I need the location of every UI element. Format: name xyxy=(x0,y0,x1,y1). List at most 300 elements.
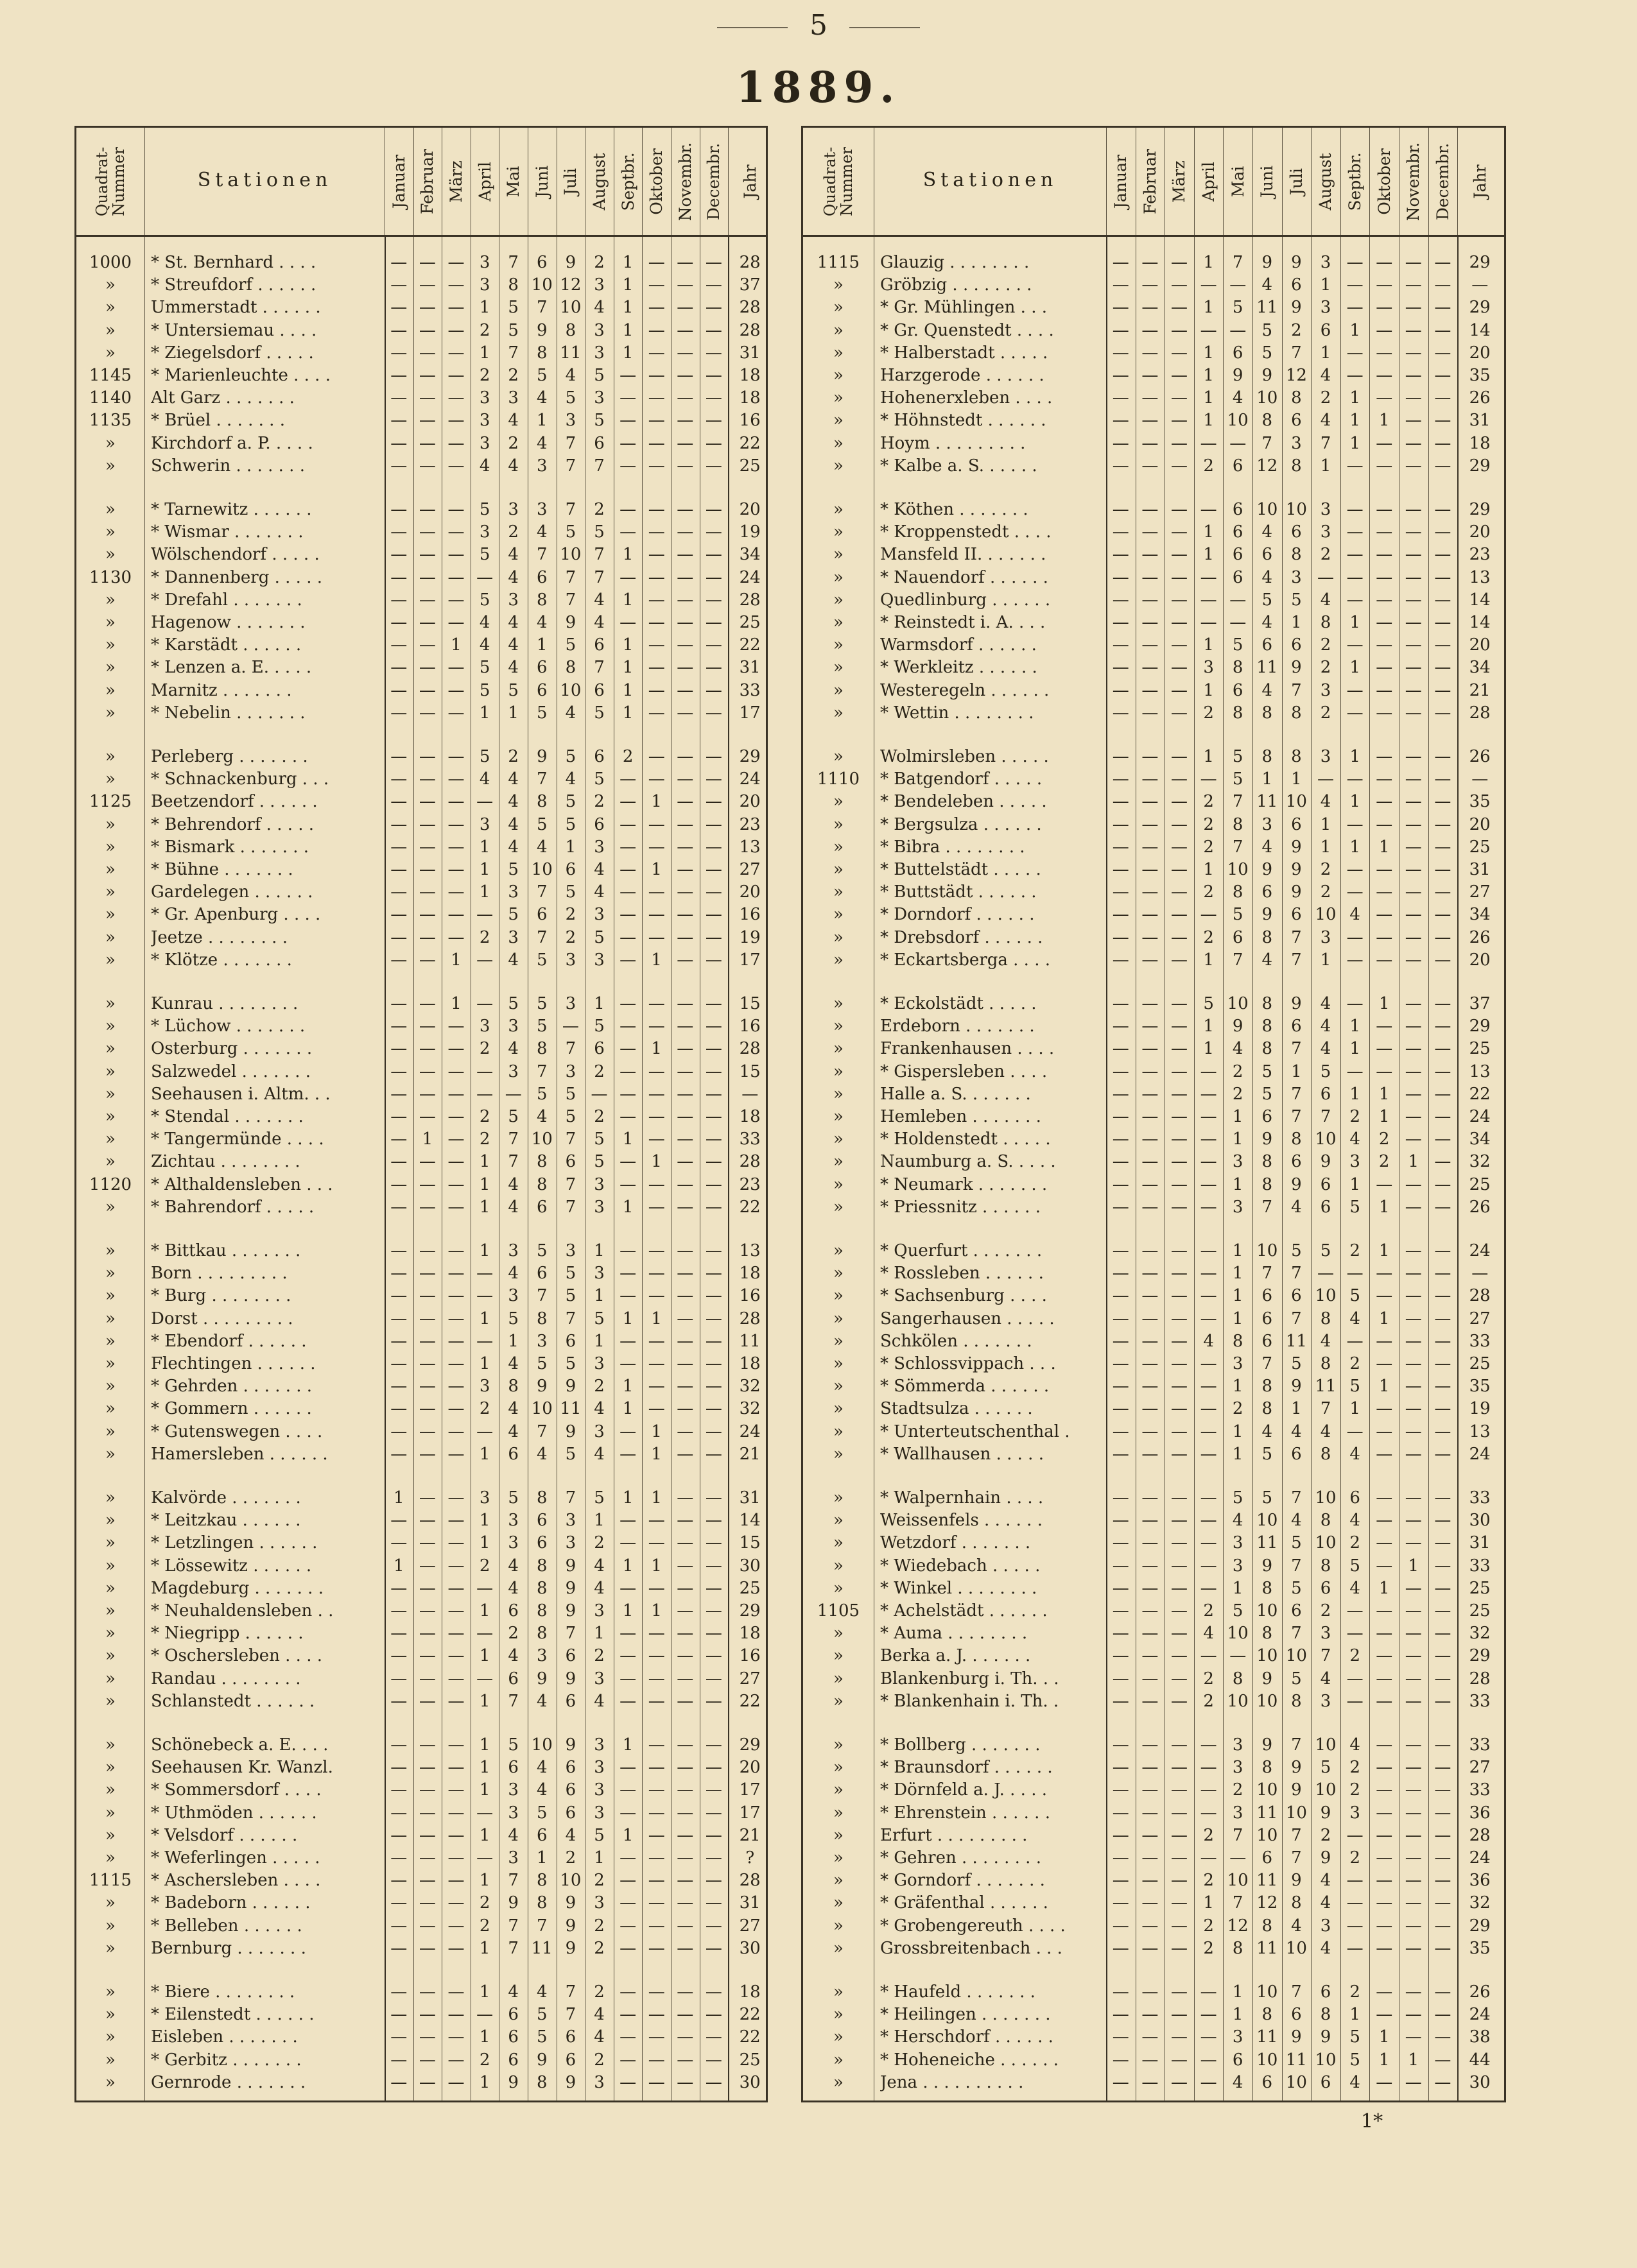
month-value: — xyxy=(1434,1556,1451,1576)
station-name: * Gorndorf . . . . . . . xyxy=(880,1871,1045,1891)
month-value: — xyxy=(677,1331,694,1351)
month-value: 2 xyxy=(1320,658,1331,678)
month-value: 1 xyxy=(479,1938,490,1958)
year-total: 30 xyxy=(1469,1511,1491,1531)
month-value: — xyxy=(1170,703,1188,723)
quadrat-number: » xyxy=(833,994,844,1013)
month-value: 1 xyxy=(1232,1422,1243,1441)
month-value: 9 xyxy=(565,1377,576,1396)
table-row xyxy=(803,410,1504,431)
month-value: 5 xyxy=(508,298,519,318)
month-value: — xyxy=(1405,1174,1422,1194)
month-value: 2 xyxy=(594,500,605,519)
year-total: 18 xyxy=(739,1982,761,2002)
month-value: — xyxy=(390,343,408,363)
month-value: — xyxy=(447,2050,465,2070)
year-total: 36 xyxy=(1469,1871,1491,1891)
quadrat-number: » xyxy=(105,343,116,363)
month-value: — xyxy=(1141,1061,1159,1081)
table-header xyxy=(76,128,766,237)
quadrat-number: » xyxy=(105,2072,116,2092)
month-value: 1 xyxy=(479,1511,490,1531)
month-value: 8 xyxy=(1291,1893,1302,1913)
month-value: — xyxy=(705,792,722,812)
month-value: — xyxy=(1112,1422,1129,1441)
month-value: 6 xyxy=(565,2050,576,2070)
station-name: * St. Bernhard . . . . xyxy=(151,253,316,272)
month-value: — xyxy=(1346,769,1364,789)
year-total: 19 xyxy=(1469,1399,1491,1419)
month-value: 1 xyxy=(1203,522,1214,542)
month-value: — xyxy=(1170,1735,1188,1755)
year-total: 33 xyxy=(1469,1780,1491,1800)
month-value: — xyxy=(1200,2005,1217,2025)
month-value: — xyxy=(1434,1377,1451,1396)
month-value: 5 xyxy=(565,1286,576,1306)
station-name: * Grobengereuth . . . . xyxy=(880,1916,1066,1936)
month-value: — xyxy=(1200,769,1217,789)
station-name: * Braunsdorf . . . . . . xyxy=(880,1758,1053,1778)
month-value: — xyxy=(1346,882,1364,902)
month-value: 3 xyxy=(479,522,490,542)
year-total: 16 xyxy=(739,905,761,925)
header-month xyxy=(1369,128,1399,235)
month-value: — xyxy=(1376,1803,1393,1823)
month-value: — xyxy=(648,1758,665,1778)
month-value: 7 xyxy=(1291,1264,1302,1284)
month-value: 6 xyxy=(1291,2005,1302,2025)
month-value: 3 xyxy=(594,343,605,363)
header-month-label: Novembr. xyxy=(1404,142,1423,221)
month-value: — xyxy=(1141,1377,1159,1396)
month-value: 9 xyxy=(537,1669,548,1688)
month-value: 6 xyxy=(1320,2072,1331,2092)
month-value: — xyxy=(1434,590,1451,610)
month-value: 5 xyxy=(1291,1669,1302,1688)
month-value: 1 xyxy=(1232,1982,1243,2002)
month-value: — xyxy=(1170,1264,1188,1284)
month-value: 5 xyxy=(1232,1601,1243,1620)
month-value: — xyxy=(1376,1982,1393,2002)
month-value: 2 xyxy=(594,1533,605,1553)
month-value: 8 xyxy=(1232,814,1243,834)
station-name: * Behrendorf . . . . . xyxy=(151,814,315,834)
month-value: 4 xyxy=(508,1646,519,1666)
month-value: — xyxy=(1346,253,1364,272)
month-value: — xyxy=(447,1982,465,2002)
month-value: 2 xyxy=(479,1039,490,1059)
month-value: — xyxy=(390,747,408,766)
table-row xyxy=(803,950,1504,971)
month-value: 4 xyxy=(594,1578,605,1598)
month-value: — xyxy=(648,253,665,272)
year-total: 26 xyxy=(1469,388,1491,408)
month-value: — xyxy=(1200,1444,1217,1464)
month-value: 6 xyxy=(537,1825,548,1845)
table-header xyxy=(803,128,1504,237)
header-month-label: Septbr. xyxy=(1346,151,1365,211)
quadrat-number: 1125 xyxy=(89,792,132,812)
month-value: 5 xyxy=(1349,1197,1360,1217)
month-value: 4 xyxy=(537,1691,548,1711)
month-value: — xyxy=(1346,298,1364,318)
month-value: 1 xyxy=(622,1825,634,1845)
month-value: — xyxy=(1112,1624,1129,1644)
month-value: 1 xyxy=(451,635,462,655)
month-value: — xyxy=(1170,1669,1188,1688)
month-value: 2 xyxy=(1203,814,1214,834)
month-value: — xyxy=(1141,1174,1159,1194)
quadrat-number: » xyxy=(105,1444,116,1464)
month-value: 7 xyxy=(1232,253,1243,272)
table-row xyxy=(803,1601,1504,1622)
table-row xyxy=(76,1938,766,1959)
month-value: 1 xyxy=(1203,411,1214,431)
header-month-label: März xyxy=(1170,160,1189,203)
month-value: 2 xyxy=(1203,837,1214,857)
month-value: — xyxy=(1200,1578,1217,1598)
month-value: — xyxy=(1112,1377,1129,1396)
month-value: 8 xyxy=(1232,1938,1243,1958)
month-value: 8 xyxy=(1261,1916,1273,1936)
month-value: — xyxy=(619,1444,637,1464)
station-name: * Tangermünde . . . . xyxy=(151,1130,324,1149)
month-value: 9 xyxy=(565,1601,576,1620)
table-row xyxy=(76,320,766,341)
month-value: — xyxy=(1405,747,1422,766)
table-row xyxy=(803,703,1504,724)
month-value: — xyxy=(1141,814,1159,834)
month-value: — xyxy=(1170,1758,1188,1778)
month-value: — xyxy=(1376,882,1393,902)
month-value: 3 xyxy=(594,275,605,295)
month-value: 3 xyxy=(594,1735,605,1755)
month-value: — xyxy=(1141,1871,1159,1891)
quadrat-number: » xyxy=(105,456,116,476)
month-value: — xyxy=(1200,1399,1217,1419)
month-value: — xyxy=(447,792,465,812)
month-value: — xyxy=(447,1399,465,1419)
month-value: 1 xyxy=(594,1848,605,1868)
quadrat-number: 1105 xyxy=(817,1601,860,1620)
month-value: — xyxy=(1170,994,1188,1013)
month-value: — xyxy=(1346,275,1364,295)
month-value: — xyxy=(677,1916,694,1936)
month-value: 10 xyxy=(1256,2050,1278,2070)
month-value: 1 xyxy=(1232,1130,1243,1149)
year-total: 19 xyxy=(739,522,761,542)
month-value: — xyxy=(1376,814,1393,834)
quadrat-number: 1135 xyxy=(89,411,132,431)
month-value: — xyxy=(648,298,665,318)
month-value: — xyxy=(1112,769,1129,789)
month-value: 1 xyxy=(622,275,634,295)
year-total: 20 xyxy=(739,882,761,902)
month-value: — xyxy=(705,545,722,565)
table-body xyxy=(76,237,766,2100)
month-value: 5 xyxy=(594,1130,605,1149)
month-value: — xyxy=(677,1556,694,1576)
month-value: 1 xyxy=(622,635,634,655)
month-value: 4 xyxy=(508,837,519,857)
month-value: — xyxy=(476,1624,494,1644)
month-value: — xyxy=(447,1758,465,1778)
month-value: 3 xyxy=(479,814,490,834)
month-value: — xyxy=(1200,2050,1217,2070)
month-value: 7 xyxy=(1291,343,1302,363)
month-value: 3 xyxy=(1349,1803,1360,1823)
month-value: — xyxy=(447,1488,465,1508)
month-value: 9 xyxy=(1291,298,1302,318)
month-value: 1 xyxy=(594,994,605,1013)
month-value: 5 xyxy=(1261,1084,1273,1104)
month-value: — xyxy=(1434,1084,1451,1104)
month-value: 10 xyxy=(1227,994,1249,1013)
station-name: Ummerstadt . . . . . . xyxy=(151,298,321,318)
year-total: 33 xyxy=(1469,1488,1491,1508)
month-value: — xyxy=(648,1174,665,1194)
month-value: — xyxy=(419,658,436,678)
month-value: 2 xyxy=(479,2050,490,2070)
month-value: — xyxy=(1170,2005,1188,2025)
quadrat-number: » xyxy=(105,769,116,789)
month-value: 1 xyxy=(508,1331,519,1351)
month-value: — xyxy=(1376,1061,1393,1081)
month-value: — xyxy=(619,882,637,902)
month-value: — xyxy=(1112,1152,1129,1172)
month-value: 6 xyxy=(565,860,576,879)
month-value: — xyxy=(1376,366,1393,385)
quadrat-number: » xyxy=(105,1938,116,1958)
month-value: 3 xyxy=(565,1533,576,1553)
month-value: — xyxy=(419,994,436,1013)
month-value: 5 xyxy=(565,1444,576,1464)
station-name: * Biere . . . . . . . . xyxy=(151,1982,295,2002)
month-value: 4 xyxy=(1232,2072,1243,2092)
month-value: — xyxy=(419,814,436,834)
month-value: — xyxy=(648,433,665,453)
month-value: — xyxy=(1112,1107,1129,1126)
month-value: — xyxy=(1200,1646,1217,1666)
month-value: — xyxy=(419,343,436,363)
month-value: — xyxy=(705,1533,722,1553)
month-value: — xyxy=(1405,343,1422,363)
month-value: — xyxy=(1170,860,1188,879)
month-value: 1 xyxy=(1378,1309,1390,1328)
month-value: 1 xyxy=(1232,2005,1243,2025)
month-value: 2 xyxy=(1378,1152,1390,1172)
month-value: 5 xyxy=(1232,769,1243,789)
quadrat-number: » xyxy=(833,500,844,519)
month-value: 1 xyxy=(651,1152,662,1172)
month-value: 4 xyxy=(594,882,605,902)
table-row xyxy=(76,703,766,724)
month-value: 10 xyxy=(1256,1511,1278,1531)
month-value: — xyxy=(619,388,637,408)
table-row xyxy=(76,1488,766,1509)
month-value: — xyxy=(619,1916,637,1936)
month-value: — xyxy=(1170,343,1188,363)
month-value: — xyxy=(390,253,408,272)
month-value: — xyxy=(419,1152,436,1172)
station-name: * Wallhausen . . . . . xyxy=(880,1444,1044,1464)
table-row xyxy=(76,567,766,588)
table-row xyxy=(803,1488,1504,1509)
month-value: 8 xyxy=(537,1893,548,1913)
month-value: — xyxy=(1112,456,1129,476)
month-value: — xyxy=(447,433,465,453)
table-row xyxy=(803,590,1504,611)
month-value: — xyxy=(705,1578,722,1598)
table-row xyxy=(76,1285,766,1307)
table-row xyxy=(76,522,766,543)
month-value: — xyxy=(1376,1017,1393,1036)
month-value: 7 xyxy=(1320,1399,1331,1419)
month-value: — xyxy=(1170,635,1188,655)
quadrat-number: » xyxy=(833,545,844,565)
month-value: — xyxy=(677,388,694,408)
month-value: — xyxy=(1112,2050,1129,2070)
month-value: — xyxy=(619,1871,637,1891)
month-value: — xyxy=(390,792,408,812)
month-value: — xyxy=(390,1309,408,1328)
quadrat-number: » xyxy=(833,1511,844,1531)
month-value: — xyxy=(1170,1848,1188,1868)
month-value: — xyxy=(1405,1533,1422,1553)
month-value: 7 xyxy=(537,545,548,565)
table-row xyxy=(76,1645,766,1667)
month-value: 3 xyxy=(1320,253,1331,272)
quadrat-number: » xyxy=(105,1669,116,1688)
month-value: 5 xyxy=(479,747,490,766)
station-name: Grossbreitenbach . . . xyxy=(880,1938,1062,1958)
month-value: — xyxy=(447,905,465,925)
month-value: 3 xyxy=(508,1286,519,1306)
quadrat-number: » xyxy=(105,1241,116,1260)
month-value: 1 xyxy=(479,343,490,363)
station-name: Stadtsulza . . . . . . xyxy=(880,1399,1033,1419)
month-value: 1 xyxy=(622,253,634,272)
station-name: * Dorndorf . . . . . . xyxy=(880,905,1035,925)
month-value: — xyxy=(1405,1916,1422,1936)
month-value: 10 xyxy=(1227,1871,1249,1891)
month-value: — xyxy=(447,2072,465,2092)
month-value: — xyxy=(1200,1309,1217,1328)
station-name: * Sachsenburg . . . . xyxy=(880,1286,1047,1306)
month-value: — xyxy=(705,500,722,519)
month-value: — xyxy=(1346,680,1364,700)
month-value: — xyxy=(1434,792,1451,812)
quadrat-number: 1110 xyxy=(817,769,860,789)
month-value: 1 xyxy=(422,1130,433,1149)
year-total: 23 xyxy=(739,1174,761,1194)
month-value: 7 xyxy=(508,1871,519,1891)
month-value: 3 xyxy=(594,1422,605,1441)
month-value: — xyxy=(1200,905,1217,925)
month-value: — xyxy=(390,994,408,1013)
month-value: — xyxy=(1346,1264,1364,1284)
table-row xyxy=(803,1735,1504,1756)
quadrat-number: » xyxy=(833,680,844,700)
month-value: 1 xyxy=(651,1422,662,1441)
month-value: — xyxy=(419,1422,436,1441)
quadrat-number: » xyxy=(105,994,116,1013)
month-value: 1 xyxy=(622,343,634,363)
month-value: 1 xyxy=(1291,1061,1302,1081)
station-name: * Werkleitz . . . . . . xyxy=(880,658,1037,678)
month-value: 9 xyxy=(508,2072,519,2092)
month-value: 7 xyxy=(565,1624,576,1644)
month-value: 1 xyxy=(1232,1578,1243,1598)
month-value: — xyxy=(390,1152,408,1172)
month-value: — xyxy=(419,1331,436,1351)
month-value: — xyxy=(1141,927,1159,947)
month-value: — xyxy=(419,1017,436,1036)
month-value: — xyxy=(1141,769,1159,789)
month-value: 6 xyxy=(1349,1488,1360,1508)
month-value: — xyxy=(447,1533,465,1553)
table-row xyxy=(76,1197,766,1218)
month-value: — xyxy=(1112,388,1129,408)
month-value: 7 xyxy=(1232,792,1243,812)
month-value: 9 xyxy=(1320,1152,1331,1172)
year-total: 24 xyxy=(739,769,761,789)
month-value: — xyxy=(447,1825,465,1845)
month-value: — xyxy=(419,298,436,318)
month-value: — xyxy=(705,1848,722,1868)
month-value: — xyxy=(419,1399,436,1419)
month-value: — xyxy=(1170,927,1188,947)
month-value: 8 xyxy=(1261,1174,1273,1194)
station-name: * Winkel . . . . . . . . xyxy=(880,1578,1037,1598)
month-value: 3 xyxy=(1320,1624,1331,1644)
table-row xyxy=(803,814,1504,836)
month-value: — xyxy=(1141,1893,1159,1913)
station-name: * Hoheneiche . . . . . . xyxy=(880,2050,1059,2070)
month-value: 3 xyxy=(594,1264,605,1284)
month-value: 10 xyxy=(1227,1691,1249,1711)
month-value: 1 xyxy=(1349,320,1360,340)
month-value: 4 xyxy=(1232,388,1243,408)
month-value: 4 xyxy=(594,1691,605,1711)
month-value: 7 xyxy=(537,298,548,318)
month-value: 1 xyxy=(479,1871,490,1891)
month-value: — xyxy=(1112,275,1129,295)
month-value: — xyxy=(1434,1825,1451,1845)
month-value: — xyxy=(648,2072,665,2092)
month-value: — xyxy=(390,411,408,431)
month-value: 2 xyxy=(1349,1533,1360,1553)
month-value: 1 xyxy=(1232,1444,1243,1464)
header-quadrat-label xyxy=(822,146,855,216)
month-value: — xyxy=(648,1107,665,1126)
station-name: Perleberg . . . . . . . xyxy=(151,747,308,766)
month-value: 6 xyxy=(1261,2072,1273,2092)
month-value: — xyxy=(447,567,465,587)
table-row xyxy=(76,297,766,318)
header-month-label: Januar xyxy=(1111,154,1130,209)
year-total: 13 xyxy=(1469,1422,1491,1441)
month-value: — xyxy=(447,1848,465,1868)
year-total: 29 xyxy=(739,1735,761,1755)
month-value: — xyxy=(1112,1241,1129,1260)
month-value: 6 xyxy=(1261,882,1273,902)
month-value: 1 xyxy=(1349,433,1360,453)
month-value: 1 xyxy=(1203,747,1214,766)
month-value: — xyxy=(1112,1646,1129,1666)
month-value: 2 xyxy=(1320,545,1331,565)
table-row xyxy=(803,1331,1504,1352)
